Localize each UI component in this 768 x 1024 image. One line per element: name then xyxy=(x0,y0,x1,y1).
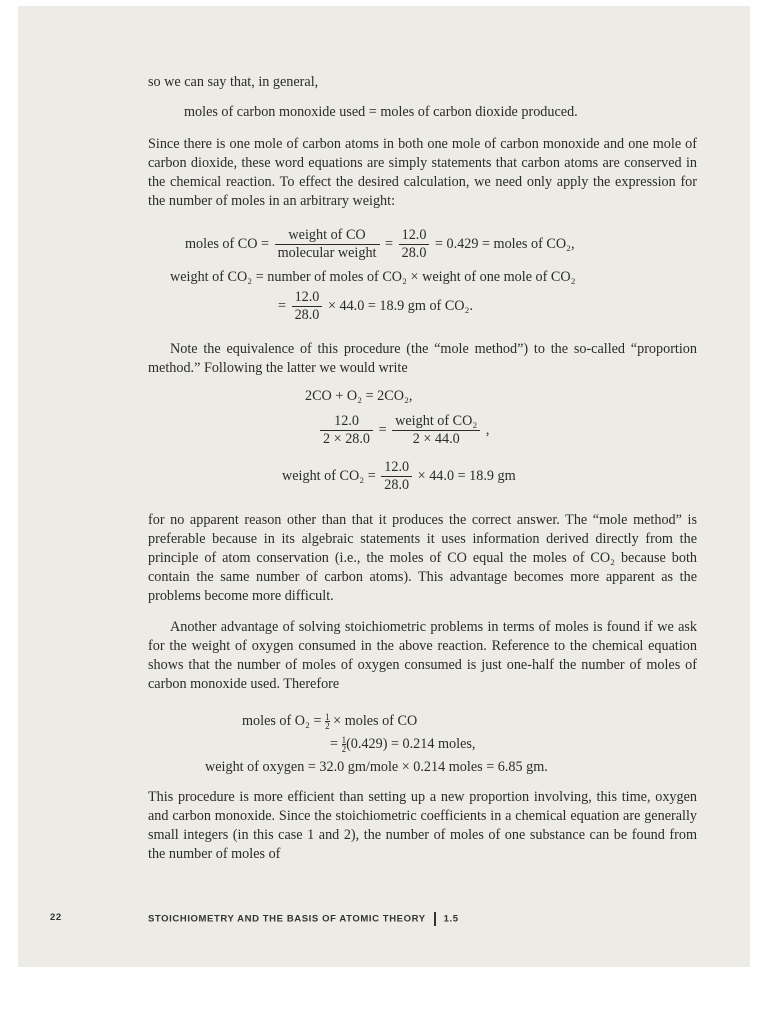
fraction-denominator: 2 xyxy=(325,721,330,732)
fraction-numerator: 12.0 xyxy=(399,228,430,245)
fraction-denominator: 2 × 44.0 xyxy=(412,431,460,447)
word-equation: moles of carbon monoxide used = moles of carbon dioxide produced. xyxy=(184,104,578,120)
equation-lhs: weight of CO₂ = xyxy=(282,467,376,484)
equation-rhs: = 0.429 = moles of CO₂, xyxy=(434,235,575,252)
fraction-half xyxy=(325,713,330,730)
fraction-numerator: 12.0 xyxy=(320,414,373,431)
equation-weight-co2 xyxy=(170,268,576,287)
proportion-result xyxy=(282,460,516,493)
running-title: STOICHIOMETRY AND THE BASIS OF ATOMIC THEORY xyxy=(148,913,426,925)
page-number: 22 xyxy=(50,912,62,923)
fraction xyxy=(392,414,480,447)
equation-moles-o2 xyxy=(242,712,417,731)
fraction xyxy=(381,460,412,493)
fraction xyxy=(399,228,430,261)
fraction-denominator: 2 × 28.0 xyxy=(323,431,371,447)
paragraph-intro: so we can say that, in general, xyxy=(148,74,319,90)
fraction-numerator: 12.0 xyxy=(381,460,412,477)
equation-lhs: moles of CO = xyxy=(185,235,270,252)
equation-rhs: number of moles of CO₂ × weight of one mole of CO₂ xyxy=(267,269,576,285)
equation-rhs: × moles of CO xyxy=(333,713,418,729)
equation-rhs: × 44.0 = 18.9 gm of CO₂. xyxy=(327,297,474,314)
chemical-equation: 2CO + O₂ = 2CO₂, xyxy=(305,388,413,404)
fraction-numerator: 1 xyxy=(341,735,347,746)
paragraph-conservation: Since there is one mole of carbon atoms in both one mole of carbon monoxide and one mole of carbon dioxide, these word equations are simply statements that carbon atoms are conserved in the chemical reaction. To effect the desired calculation, we need only apply the expression for the number of moles in an arbitrary weight: xyxy=(148,136,697,209)
paragraph-oxygen: Another advantage of solving stoichiometric problems in terms of moles is found if we ask for the weight of oxygen consumed in the above reaction. Reference to the chemical equation shows that the number of moles of oxygen consumed is just one-half the number of moles of carbon monoxide used. Therefore xyxy=(148,619,697,692)
paragraph-efficiency: This procedure is more efficient than setting up a new proportion involving, this time, oxygen and carbon monoxide. Since the stoichiometric coefficients in a chemical equation are generally small integers (in this case 1 and 2), the number of moles of one substance can be found from the number of moles of xyxy=(148,789,697,862)
equation-tail: , xyxy=(485,421,490,438)
equals-sign: = xyxy=(278,297,287,314)
fraction-denominator: 28.0 xyxy=(384,477,410,493)
paragraph-mole-method: for no apparent reason other than that it produces the correct answer. The “mole method” is preferable because in its algebraic statements it uses information derived directly from the principle of atom conservation (i.e., the moles of CO equal the moles of CO₂ because both contain the same number of carbon atoms). This advantage becomes more apparent as the problems become more difficult. xyxy=(148,512,697,604)
proportion-equation xyxy=(318,414,489,447)
equation-weight-result xyxy=(278,290,473,323)
equals-sign: = xyxy=(330,736,339,752)
fraction xyxy=(292,290,323,323)
footer-separator xyxy=(434,912,436,926)
section-number: 1.5 xyxy=(443,913,459,925)
running-footer xyxy=(148,912,459,926)
paragraph-equivalence: Note the equivalence of this procedure (the “mole method”) to the so-called “proportion method.” Following the latter we would write xyxy=(148,341,697,376)
equation-moles-co xyxy=(185,228,575,261)
fraction xyxy=(320,414,373,447)
fraction-denominator: molecular weight xyxy=(277,245,377,261)
fraction xyxy=(275,228,380,261)
fraction-denominator: 2 xyxy=(341,744,347,755)
equation-lhs: moles of O₂ = xyxy=(242,713,322,729)
equation-lhs: weight of CO₂ = xyxy=(170,269,264,285)
equation-rhs: × 44.0 = 18.9 gm xyxy=(417,467,516,484)
equation-weight-oxygen: weight of oxygen = 32.0 gm/mole × 0.214 moles = 6.85 gm. xyxy=(205,759,548,775)
equals-sign: = xyxy=(378,421,387,438)
equation-moles-o2-value xyxy=(330,735,475,754)
fraction-numerator: weight of CO xyxy=(275,228,380,245)
equation-rhs: (0.429) = 0.214 moles, xyxy=(346,736,476,752)
fraction-numerator: 1 xyxy=(325,712,330,723)
fraction-denominator: 28.0 xyxy=(294,307,320,323)
fraction-numerator: 12.0 xyxy=(292,290,323,307)
fraction-denominator: 28.0 xyxy=(401,245,427,261)
equals-sign: = xyxy=(385,235,394,252)
fraction-numerator: weight of CO₂ xyxy=(392,414,480,431)
